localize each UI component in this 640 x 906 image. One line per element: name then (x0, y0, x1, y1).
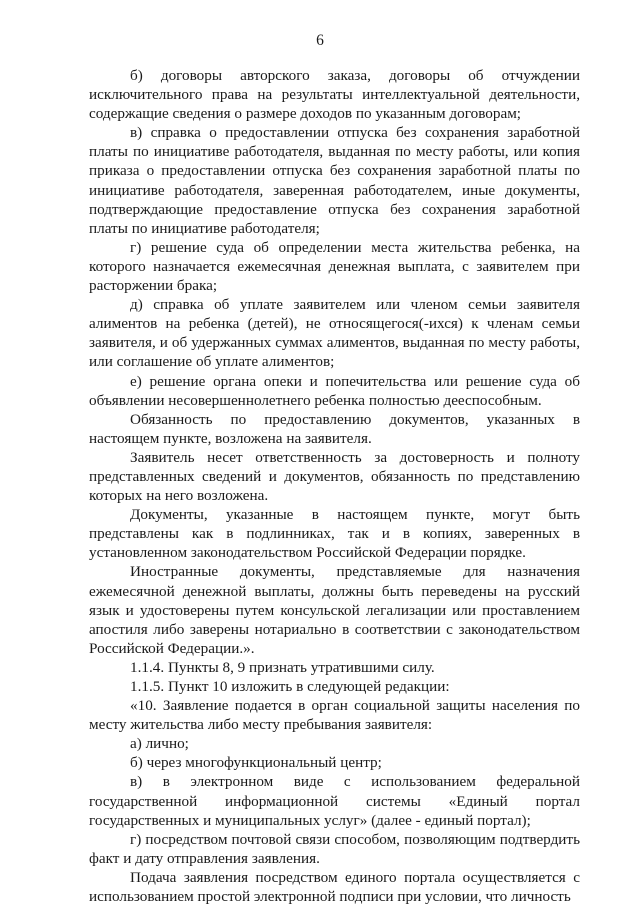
paragraph-item-a: а) лично; (130, 735, 189, 753)
paragraph-item-v: в) справка о предоставлении отпуска без сохранения заработной платы по инициативе работодателя, выданная по месту работы, или копия приказа о предоставлении отпуска без сохранения заработной платы по инициативе работодателя, заверенная работодателем, иные документы, подтверждающие предоставление отпуска без сохранения заработной платы по инициативе работодателя; (89, 124, 580, 237)
paragraph-portal-submission: Подача заявления посредством единого портала осуществляется с использованием простой электронной подписи при условии, что личность (89, 868, 580, 906)
paragraph-1-1-4: 1.1.4. Пункты 8, 9 признать утратившими силу. (130, 658, 435, 676)
paragraph-10-intro: «10. Заявление подается в орган социальной защиты населения по месту жительства либо месту пребывания заявителя: (89, 697, 580, 734)
paragraph-responsibility: Заявитель несет ответственность за достоверность и полноту представленных сведений и документов, обязанность по представлению которых на него возложена. (89, 448, 580, 505)
paragraph-item-g-postal: г) посредством почтовой связи способом, позволяющим подтвердить факт и дату отправления заявления. (89, 830, 580, 867)
paragraph-item-v-electronic: в) в электронном виде с использованием федеральной государственной информационной системы «Единый портал государственных и муниципальных услуг» (далее - единый портал); (89, 773, 580, 829)
paragraph-obligation: Обязанность по предоставлению документов, указанных в настоящем пункте, возложена на заявителя. (89, 410, 580, 447)
paragraph-foreign-documents: Иностранные документы, представляемые для назначения ежемесячной денежной выплаты, должны быть переведены на русский язык и удостоверены путем консульской легализации или проставлением апостиля либо заверены нотариально в соответствии с законодательством Российской Федерации.». (89, 563, 580, 657)
paragraph-item-d: д) справка об уплате заявителем или членом семьи заявителя алиментов на ребенка (детей), не относящегося(-ихся) к членам семьи заявителя, и об удержанных суммах алиментов, выданная по месту работы, или соглашение об уплате алиментов; (89, 296, 580, 371)
paragraph-item-e: е) решение органа опеки и попечительства или решение суда об объявлении несовершеннолетнего ребенка полностью дееспособным. (89, 372, 580, 409)
document-body (89, 66, 580, 906)
paragraph-1-1-5: 1.1.5. Пункт 10 изложить в следующей редакции: (130, 678, 450, 695)
paragraph-item-b-mfc: б) через многофункциональный центр; (130, 754, 382, 772)
page-number: 6 (316, 32, 324, 49)
paragraph-item-b: б) договоры авторского заказа, договоры об отчуждении исключительного права на результаты интеллектуальной деятельности, содержащие сведения о размере доходов по указанным договорам; (89, 67, 580, 123)
paragraph-documents-copies: Документы, указанные в настоящем пункте, могут быть представлены как в подлинниках, так и в копиях, заверенных в установленном законодательством Российской Федерации порядке. (89, 506, 580, 562)
paragraph-item-g: г) решение суда об определении места жительства ребенка, на которого назначается ежемесячная денежная выплата, с заявителем при расторжении брака; (89, 238, 580, 295)
